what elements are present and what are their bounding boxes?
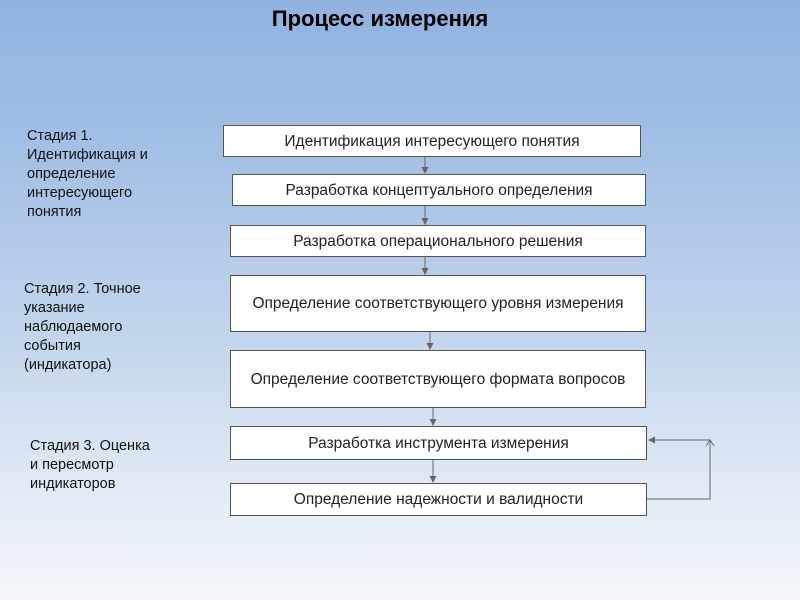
step-identification: Идентификация интересующего понятия xyxy=(223,125,641,157)
stage-2-label: Стадия 2. Точное указание наблюдаемого события (индикатора) xyxy=(24,281,141,373)
step-conceptual-definition: Разработка концептуального определения xyxy=(232,174,646,206)
stage-3-label: Стадия 3. Оценка и пересмотр индикаторов xyxy=(30,438,150,492)
feedback-loop-up-arrow xyxy=(706,440,714,446)
feedback-loop xyxy=(647,440,710,499)
step-question-format: Определение соответствующего формата вопросов xyxy=(230,350,646,408)
stage-1-label: Стадия 1. Идентификация и определение интересующего понятия xyxy=(27,128,148,220)
step-instrument-development: Разработка инструмента измерения xyxy=(230,426,647,460)
slide-title: Процесс измерения xyxy=(271,6,489,31)
step-measurement-level: Определение соответствующего уровня измерения xyxy=(230,275,646,332)
step-reliability-validity: Определение надежности и валидности xyxy=(230,483,647,516)
step-operational-decision: Разработка операционального решения xyxy=(230,225,646,257)
